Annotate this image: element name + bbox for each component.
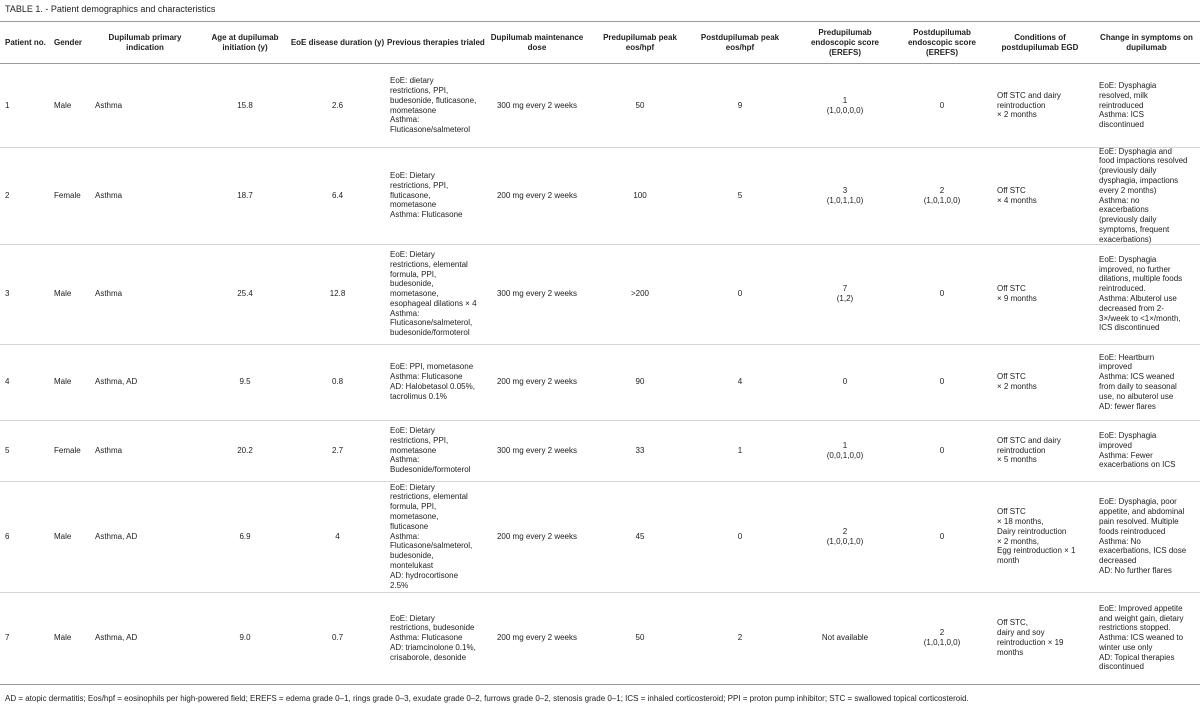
cell-egd-conditions-text: Off STC, dairy and soy reintroduction × 19 months — [997, 618, 1064, 657]
cell-maintenance-dose — [487, 244, 587, 344]
cell-maintenance-dose-text: 300 mg every 2 weeks — [496, 445, 578, 455]
cell-primary-indication — [95, 481, 190, 592]
cell-egd-conditions-text: Off STC × 4 months — [997, 185, 1037, 205]
cell-gender-text: Male — [54, 289, 72, 299]
cell-patient-no — [5, 344, 53, 420]
cell-primary-indication — [95, 592, 190, 684]
table-bottom-rule — [0, 684, 1200, 685]
cell-symptom-change-text: EoE: Dysphagia and food impactions resolved (previously daily dysphagia, impactions every 2 months) Asthma: no exacerbations (previously daily symptoms, frequent exacerbations) — [1099, 146, 1188, 244]
cell-previous-therapies-text: EoE: PPI, mometasone Asthma: Fluticasone AD: Halobetasol 0.05%, tacrolimus 0.1% — [390, 362, 475, 401]
cell-post-eos-text: 0 — [737, 289, 743, 299]
cell-previous-therapies — [390, 147, 490, 244]
cell-patient-no-text: 4 — [5, 377, 10, 387]
cell-primary-indication-text: Asthma, AD — [95, 377, 138, 387]
cell-previous-therapies — [390, 592, 490, 684]
cell-post-eos-text: 9 — [737, 100, 743, 110]
cell-age-initiation — [200, 420, 290, 481]
cell-maintenance-dose-text: 200 mg every 2 weeks — [496, 633, 578, 643]
cell-age-initiation — [200, 481, 290, 592]
cell-symptom-change-text: EoE: Dysphagia improved, no further dilations, multiple foods reintroduced. Asthma: Albuterol use decreased from 2- 3×/week to <1×/month, ICS discontinued — [1099, 254, 1183, 333]
cell-age-initiation — [200, 344, 290, 420]
cell-post-erefs — [887, 64, 997, 147]
cell-previous-therapies-text: EoE: dietary restrictions, PPI, budesonide, fluticasone, mometasone Asthma: Fluticasone/salmeterol — [390, 76, 477, 135]
cell-disease-duration-text: 0.8 — [331, 377, 344, 387]
table-footnote: AD = atopic dermatitis; Eos/hpf = eosinophils per high-powered field; EREFS = edema grade 0–1, rings grade 0–3, exudate grade 0–2, furrows grade 0–2, stenosis grade 0–1; ICS = inhaled corticosteroid; PPI = proton pump inhibitor; STC = swallowed topical corticosteroid. — [5, 694, 969, 703]
cell-pre-eos-text: 100 — [633, 190, 647, 200]
cell-gender-text: Male — [54, 633, 72, 643]
cell-maintenance-dose-text: 200 mg every 2 weeks — [496, 190, 578, 200]
cell-gender-text: Female — [54, 445, 81, 455]
cell-post-eos — [690, 147, 790, 244]
cell-patient-no — [5, 64, 53, 147]
cell-gender — [54, 420, 94, 481]
cell-age-initiation — [200, 147, 290, 244]
cell-gender — [54, 64, 94, 147]
table-title: TABLE 1. - Patient demographics and characteristics — [5, 4, 216, 14]
header-previous-therapies: Previous therapies trialed — [387, 37, 485, 47]
cell-pre-erefs-text: 1 (0,0,1,0,0) — [826, 440, 864, 460]
cell-primary-indication-text: Asthma, AD — [95, 531, 138, 541]
cell-post-erefs-text: 0 — [939, 531, 945, 541]
cell-previous-therapies — [390, 344, 490, 420]
cell-post-erefs-text: 0 — [939, 445, 945, 455]
cell-post-eos-text: 5 — [737, 190, 743, 200]
cell-post-erefs — [887, 344, 997, 420]
table-row — [0, 592, 1200, 684]
cell-maintenance-dose-text: 300 mg every 2 weeks — [496, 100, 578, 110]
cell-symptom-change-text: EoE: Improved appetite and weight gain, dietary restrictions stopped. Asthma: ICS weaned to winter use only AD: Topical therapies discontinued — [1099, 603, 1184, 672]
header-primary-indication: Dupilumab primary indication — [108, 32, 182, 52]
cell-patient-no — [5, 244, 53, 344]
cell-symptom-change — [1099, 420, 1199, 481]
cell-disease-duration — [285, 481, 390, 592]
cell-primary-indication-text: Asthma — [95, 445, 123, 455]
header-patient-no: Patient no. — [5, 37, 46, 47]
cell-gender-text: Male — [54, 531, 72, 541]
cell-age-initiation-text: 15.8 — [237, 100, 253, 110]
cell-disease-duration-text: 12.8 — [329, 289, 346, 299]
cell-pre-erefs-text: 0 — [842, 377, 848, 387]
cell-post-erefs-text: 2 (1,0,1,0,0) — [923, 628, 961, 647]
cell-pre-eos-text: 50 — [635, 633, 645, 643]
cell-pre-eos — [590, 592, 690, 684]
cell-pre-eos — [590, 420, 690, 481]
cell-post-erefs-text: 0 — [939, 100, 945, 110]
cell-symptom-change-text: EoE: Heartburn improved Asthma: ICS weaned from daily to seasonal use, no albuterol use AD: fewer flares — [1099, 352, 1177, 411]
cell-egd-conditions — [997, 592, 1089, 684]
cell-pre-erefs — [790, 147, 900, 244]
cell-pre-eos-text: 50 — [635, 100, 645, 110]
cell-symptom-change-text: EoE: Dysphagia resolved, milk reintroduced Asthma: ICS discontinued — [1099, 81, 1157, 130]
cell-post-eos-text: 0 — [737, 531, 743, 541]
cell-maintenance-dose — [487, 64, 587, 147]
table-row — [0, 147, 1200, 244]
cell-maintenance-dose — [487, 592, 587, 684]
cell-pre-eos-text: 33 — [635, 445, 645, 455]
cell-maintenance-dose-text: 200 mg every 2 weeks — [496, 377, 578, 387]
cell-primary-indication — [95, 147, 190, 244]
cell-gender — [54, 481, 94, 592]
cell-disease-duration — [285, 64, 390, 147]
table-row — [0, 244, 1200, 344]
cell-patient-no — [5, 420, 53, 481]
cell-gender-text: Female — [54, 190, 81, 200]
cell-pre-erefs — [790, 244, 900, 344]
cell-symptom-change — [1099, 244, 1199, 344]
cell-age-initiation — [200, 592, 290, 684]
cell-age-initiation-text: 9.0 — [239, 633, 251, 643]
cell-maintenance-dose — [487, 344, 587, 420]
cell-disease-duration-text: 2.6 — [331, 100, 344, 110]
table-row — [0, 420, 1200, 481]
cell-egd-conditions — [997, 481, 1089, 592]
cell-primary-indication-text: Asthma — [95, 190, 123, 200]
cell-patient-no-text: 2 — [5, 190, 10, 200]
cell-previous-therapies — [390, 481, 490, 592]
cell-disease-duration-text: 2.7 — [331, 445, 344, 455]
cell-gender-text: Male — [54, 377, 72, 387]
cell-pre-erefs-text: 3 (1,0,1,1,0) — [826, 185, 864, 205]
cell-patient-no-text: 7 — [5, 633, 10, 643]
cell-egd-conditions — [997, 147, 1089, 244]
cell-pre-eos — [590, 147, 690, 244]
cell-patient-no — [5, 147, 53, 244]
cell-patient-no-text: 6 — [5, 531, 10, 541]
cell-pre-eos — [590, 344, 690, 420]
cell-post-eos — [690, 481, 790, 592]
cell-disease-duration — [285, 420, 390, 481]
header-gender: Gender — [54, 37, 83, 47]
cell-pre-eos-text: 90 — [635, 377, 645, 387]
cell-pre-erefs — [790, 592, 900, 684]
cell-age-initiation — [200, 64, 290, 147]
cell-disease-duration — [285, 147, 390, 244]
cell-patient-no — [5, 481, 53, 592]
cell-primary-indication-text: Asthma, AD — [95, 633, 138, 643]
cell-maintenance-dose — [487, 147, 587, 244]
cell-previous-therapies — [390, 64, 490, 147]
cell-primary-indication-text: Asthma — [95, 100, 123, 110]
cell-patient-no-text: 5 — [5, 445, 10, 455]
cell-symptom-change — [1099, 147, 1199, 244]
cell-previous-therapies — [390, 244, 490, 344]
cell-disease-duration-text: 6.4 — [331, 190, 344, 200]
cell-pre-eos-text: 45 — [635, 531, 645, 541]
cell-symptom-change — [1099, 592, 1199, 684]
cell-primary-indication — [95, 64, 190, 147]
cell-pre-eos-text: >200 — [630, 289, 650, 299]
cell-post-erefs — [887, 592, 997, 684]
cell-previous-therapies-text: EoE: Dietary restrictions, budesonide Asthma: Fluticasone AD: triamcinolone 0.1%, crisaborole, desonide — [390, 613, 476, 662]
cell-patient-no — [5, 592, 53, 684]
cell-egd-conditions-text: Off STC × 9 months — [997, 284, 1037, 303]
cell-pre-erefs-text: 1 (1,0,0,0,0) — [826, 95, 864, 115]
cell-disease-duration — [285, 592, 390, 684]
cell-previous-therapies-text: EoE: Dietary restrictions, PPI, mometasone Asthma: Budesonide/formoterol — [390, 426, 471, 475]
cell-post-eos-text: 1 — [737, 445, 743, 455]
header-pre-erefs: Predupilumab endoscopic score (EREFS) — [810, 27, 880, 57]
cell-post-eos — [690, 64, 790, 147]
cell-pre-erefs-text: 7 (1,2) — [836, 284, 854, 303]
cell-egd-conditions-text: Off STC × 2 months — [997, 372, 1037, 391]
header-egd-conditions: Conditions of postdupilumab EGD — [1001, 32, 1079, 52]
table-row — [0, 344, 1200, 420]
cell-primary-indication — [95, 344, 190, 420]
cell-post-erefs-text: 0 — [939, 289, 945, 299]
cell-gender — [54, 344, 94, 420]
cell-previous-therapies-text: EoE: Dietary restrictions, PPI, fluticasone, mometasone Asthma: Fluticasone — [390, 171, 463, 220]
cell-disease-duration — [285, 344, 390, 420]
cell-symptom-change-text: EoE: Dysphagia improved Asthma: Fewer exacerbations on ICS — [1099, 430, 1176, 470]
cell-disease-duration-text: 4 — [335, 531, 340, 541]
header-post-eos: Postdupilumab peak eos/hpf — [700, 32, 780, 52]
cell-post-eos — [690, 420, 790, 481]
header-pre-eos: Predupilumab peak eos/hpf — [603, 32, 677, 52]
cell-gender-text: Male — [54, 100, 72, 110]
header-symptom-change: Change in symptoms on dupilumab — [1100, 32, 1193, 52]
cell-gender — [54, 244, 94, 344]
cell-egd-conditions-text: Off STC and dairy reintroduction × 2 months — [997, 90, 1061, 120]
cell-previous-therapies-text: EoE: Dietary restrictions, elemental formula, PPI, budesonide, mometasone, esophageal dilations × 4 Asthma: Fluticasone/salmeterol, budesonide/formoterol — [390, 249, 477, 338]
cell-post-erefs-text: 2 (1,0,1,0,0) — [923, 185, 961, 205]
cell-disease-duration — [285, 244, 390, 344]
cell-age-initiation-text: 20.2 — [237, 445, 253, 455]
cell-age-initiation-text: 6.9 — [239, 531, 251, 541]
cell-maintenance-dose — [487, 420, 587, 481]
cell-post-erefs — [887, 420, 997, 481]
cell-previous-therapies-text: EoE: Dietary restrictions, elemental formula, PPI, mometasone, fluticasone Asthma: Fluticasone/salmeterol, budesonide, montelukast AD: hydrocortisone 2.5% — [390, 482, 473, 590]
cell-egd-conditions — [997, 420, 1089, 481]
cell-maintenance-dose-text: 200 mg every 2 weeks — [496, 531, 578, 541]
cell-pre-erefs — [790, 420, 900, 481]
cell-patient-no-text: 3 — [5, 289, 10, 299]
cell-egd-conditions — [997, 344, 1089, 420]
cell-post-erefs — [887, 147, 997, 244]
cell-age-initiation-text: 9.5 — [239, 377, 251, 387]
cell-symptom-change — [1099, 64, 1199, 147]
cell-egd-conditions — [997, 64, 1089, 147]
cell-pre-eos — [590, 64, 690, 147]
header-age-initiation: Age at dupilumab initiation (y) — [211, 32, 279, 52]
cell-pre-eos — [590, 244, 690, 344]
cell-pre-erefs — [790, 64, 900, 147]
cell-primary-indication — [95, 244, 190, 344]
cell-age-initiation — [200, 244, 290, 344]
header-disease-duration: EoE disease duration (y) — [290, 37, 385, 47]
cell-post-eos-text: 2 — [737, 633, 743, 643]
table-row — [0, 64, 1200, 147]
cell-primary-indication — [95, 420, 190, 481]
cell-symptom-change — [1099, 344, 1199, 420]
cell-age-initiation-text: 25.4 — [237, 289, 253, 299]
cell-gender — [54, 592, 94, 684]
cell-post-eos — [690, 244, 790, 344]
cell-symptom-change — [1099, 481, 1199, 592]
cell-previous-therapies — [390, 420, 490, 481]
cell-post-erefs — [887, 244, 997, 344]
cell-post-eos-text: 4 — [737, 377, 743, 387]
cell-primary-indication-text: Asthma — [95, 289, 123, 299]
cell-pre-erefs — [790, 344, 900, 420]
header-post-erefs: Postdupilumab endoscopic score (EREFS) — [907, 27, 977, 57]
cell-post-eos — [690, 592, 790, 684]
cell-age-initiation-text: 18.7 — [237, 190, 253, 200]
cell-patient-no-text: 1 — [5, 100, 10, 110]
cell-symptom-change-text: EoE: Dysphagia, poor appetite, and abdominal pain resolved. Multiple foods reintroduced Asthma: No exacerbations, ICS dose decreased AD: No further flares — [1099, 497, 1187, 575]
cell-pre-eos — [590, 481, 690, 592]
cell-post-eos — [690, 344, 790, 420]
cell-maintenance-dose — [487, 481, 587, 592]
cell-maintenance-dose-text: 300 mg every 2 weeks — [496, 289, 578, 299]
cell-egd-conditions-text: Off STC and dairy reintroduction × 5 months — [997, 435, 1061, 465]
cell-pre-erefs-text: 2 (1,0,0,1,0) — [826, 526, 864, 546]
cell-egd-conditions-text: Off STC × 18 months, Dairy reintroduction × 2 months, Egg reintroduction × 1 month — [997, 507, 1076, 566]
header-maintenance-dose: Dupilumab maintenance dose — [490, 32, 584, 52]
cell-pre-erefs-text: Not available — [821, 633, 869, 643]
cell-pre-erefs — [790, 481, 900, 592]
cell-gender — [54, 147, 94, 244]
cell-egd-conditions — [997, 244, 1089, 344]
cell-post-erefs-text: 0 — [939, 377, 945, 387]
cell-disease-duration-text: 0.7 — [331, 633, 344, 643]
table-row — [0, 481, 1200, 592]
cell-post-erefs — [887, 481, 997, 592]
